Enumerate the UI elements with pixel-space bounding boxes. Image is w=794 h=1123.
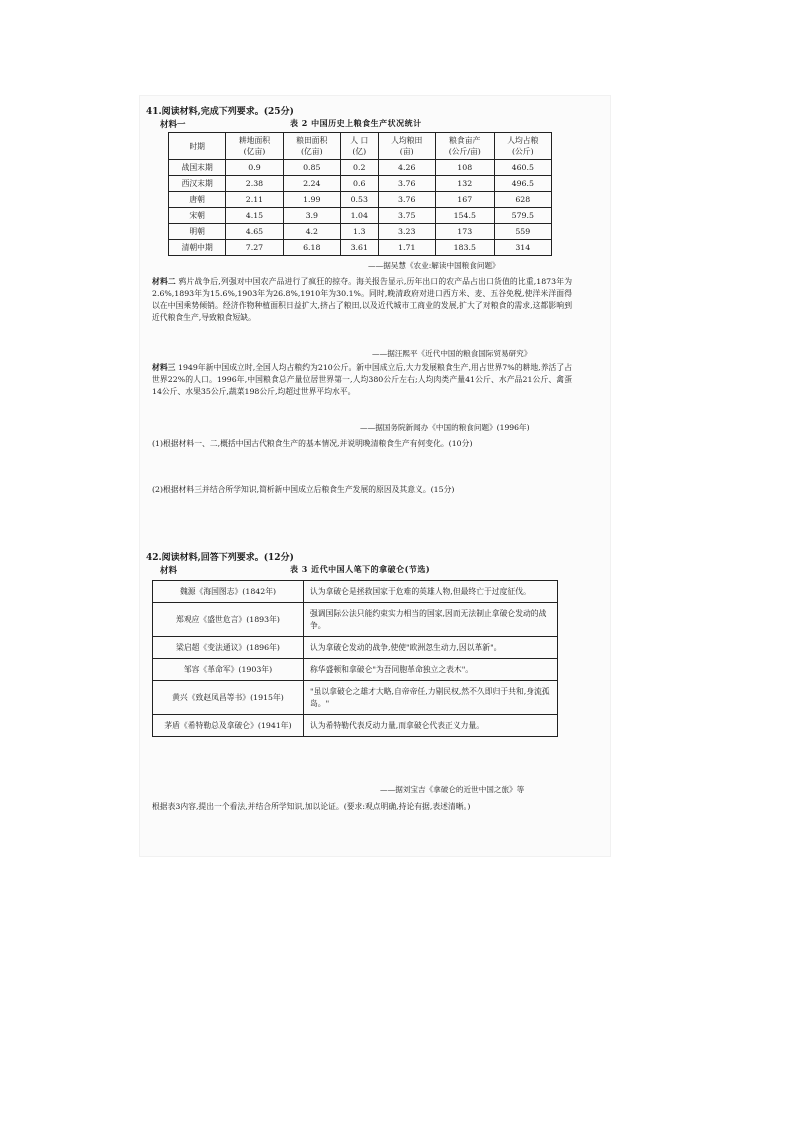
table-2-cell: 7.27 xyxy=(226,240,283,256)
table-2-cell: 154.5 xyxy=(435,208,494,224)
question-41-2: (2)根据材料三并结合所学知识,简析新中国成立后粮食生产发展的原因及其意义。(15分) xyxy=(152,485,455,494)
table-2-cell: 唐朝 xyxy=(169,192,226,208)
table-3-caption: 表 3 近代中国人笔下的拿破仑(节选) xyxy=(290,564,431,574)
table-2-cell: 4.65 xyxy=(226,224,283,240)
table-2-cell: 3.76 xyxy=(378,192,435,208)
material-2-text: 鸦片战争后,列强对中国农产品进行了疯狂的掠夺。海关报告显示,历年出口的农产品占出口货值的比重,1873年为2.6%,1893年为15.6%,1903年为26.8%,1910年为30.1%。同时,晚清政府对进口西方米、麦、五谷免税,使洋米洋面得以在中国乘势倾销。经济作物种植面积日益扩大,挤占了粮田,以及近代城市工商业的发展,扩大了对粮食的需求,这都影响到近代粮食生产,导致粮食短缺。 xyxy=(152,277,573,323)
table-3-source-cell: 魏源《海国图志》(1842年) xyxy=(153,581,304,603)
table-2-cell: 2.11 xyxy=(226,192,283,208)
table-2-row xyxy=(169,176,552,192)
source-2: ——据汪熙平《近代中国的粮食国际贸易研究》 xyxy=(372,349,532,358)
table-2-row xyxy=(169,160,552,176)
table-2-header-cell: 人 口 (亿) xyxy=(340,133,378,160)
table-2-cell: 3.75 xyxy=(378,208,435,224)
table-2-header-cell: 粮田面积 (亿亩) xyxy=(283,133,340,160)
material-3-label: 材料三 xyxy=(152,363,176,372)
table-2-cell: 2.38 xyxy=(226,176,283,192)
source-3: ——据国务院新闻办《中国的粮食问题》(1996年) xyxy=(360,423,530,432)
material-1-label: 材料一 xyxy=(160,120,186,130)
table-2-cell: 3.23 xyxy=(378,224,435,240)
table-2-cell: 460.5 xyxy=(494,160,551,176)
table-2-cell: 4.2 xyxy=(283,224,340,240)
table-2-cell: 0.85 xyxy=(283,160,340,176)
material-2-label: 材料二 xyxy=(152,277,176,286)
material-label-42: 材料 xyxy=(160,566,178,576)
table-3-view-cell: 认为拿破仑发动的战争,使使"欧洲忽生动力,因以革新"。 xyxy=(304,636,558,658)
table-3-source-cell: 梁启超《变法通议》(1896年) xyxy=(153,636,304,658)
table-2-cell: 132 xyxy=(435,176,494,192)
table-2-cell: 1.04 xyxy=(340,208,378,224)
table-3-napoleon xyxy=(152,580,558,737)
table-3-row xyxy=(153,603,558,637)
table-2-cell: 0.2 xyxy=(340,160,378,176)
table-2-cell: 173 xyxy=(435,224,494,240)
table-2-cell: 628 xyxy=(494,192,551,208)
table-2-cell: 西汉末期 xyxy=(169,176,226,192)
scanned-exam-page xyxy=(140,96,610,856)
table-2-cell: 2.24 xyxy=(283,176,340,192)
question-41-title: 41.阅读材料,完成下列要求。(25分) xyxy=(146,107,294,117)
table-2-cell: 宋朝 xyxy=(169,208,226,224)
table-2-cell: 496.5 xyxy=(494,176,551,192)
table-2-cell: 4.15 xyxy=(226,208,283,224)
table-2-row xyxy=(169,208,552,224)
table-2-cell: 0.6 xyxy=(340,176,378,192)
table-2-row xyxy=(169,192,552,208)
table-3-view-cell: 强调国际公法只能约束实力相当的国家,因而无法制止拿破仑发动的战争。 xyxy=(304,603,558,637)
table-2-cell: 1.99 xyxy=(283,192,340,208)
table-2-header-cell: 耕地面积 (亿亩) xyxy=(226,133,283,160)
table-2-cell: 0.53 xyxy=(340,192,378,208)
table-2-header-cell: 人均粮田 (亩) xyxy=(378,133,435,160)
table-2-cell: 559 xyxy=(494,224,551,240)
source-1: ——据吴慧《农业:解读中国粮食问题》 xyxy=(368,261,500,270)
table-2-cell: 4.26 xyxy=(378,160,435,176)
table-2-row xyxy=(169,224,552,240)
table-2-cell: 579.5 xyxy=(494,208,551,224)
table-2-cell: 清朝中期 xyxy=(169,240,226,256)
table-3-row xyxy=(153,581,558,603)
table-2-cell: 314 xyxy=(494,240,551,256)
table-3-view-cell: 认为拿破仑是拯救国家于危难的英雄人物,但最终亡于过度征伐。 xyxy=(304,581,558,603)
question-41-1: (1)根据材料一、二,概括中国古代粮食生产的基本情况,并说明晚清粮食生产有何变化。(10分) xyxy=(152,439,473,448)
table-2-cell: 明朝 xyxy=(169,224,226,240)
question-42-instruction: 根据表3内容,提出一个看法,并结合所学知识,加以论证。(要求:观点明确,持论有据,表述清晰。) xyxy=(152,802,471,811)
table-3-view-cell: 称华盛顿和拿破仑"为吾同胞革命独立之表木"。 xyxy=(304,659,558,681)
table-3-row xyxy=(153,636,558,658)
table-2-grain-production xyxy=(168,132,552,256)
table-2-cell: 108 xyxy=(435,160,494,176)
material-3 xyxy=(152,362,572,398)
table-2-header-cell: 粮食亩产 (公斤/亩) xyxy=(435,133,494,160)
table-3-row xyxy=(153,659,558,681)
table-2-cell: 3.76 xyxy=(378,176,435,192)
table-2-cell: 0.9 xyxy=(226,160,283,176)
table-2-cell: 6.18 xyxy=(283,240,340,256)
table-2-row xyxy=(169,240,552,256)
table-2-cell: 3.9 xyxy=(283,208,340,224)
source-42: ——据刘宝吉《拿破仑的近世中国之旅》等 xyxy=(380,785,525,794)
table-2-cell: 3.61 xyxy=(340,240,378,256)
table-2-header-cell: 时期 xyxy=(169,133,226,160)
table-3-row xyxy=(153,715,558,737)
table-3-row xyxy=(153,681,558,715)
table-3-view-cell: 认为希特勒代表反动力量,而拿破仑代表正义力量。 xyxy=(304,715,558,737)
table-2-cell: 战国末期 xyxy=(169,160,226,176)
table-2-cell: 183.5 xyxy=(435,240,494,256)
table-2-caption: 表 2 中国历史上粮食生产状况统计 xyxy=(290,118,422,128)
table-3-source-cell: 黄兴《致赵凤昌等书》(1915年) xyxy=(153,681,304,715)
table-2-cell: 1.3 xyxy=(340,224,378,240)
table-3-source-cell: 茅盾《希特勒总及拿破仑》(1941年) xyxy=(153,715,304,737)
table-3-source-cell: 邹容《革命军》(1903年) xyxy=(153,659,304,681)
table-3-source-cell: 郑观应《盛世危言》(1893年) xyxy=(153,603,304,637)
material-2 xyxy=(152,276,572,324)
table-3-view-cell: "虽以拿破仑之雄才大略,自帝帝任,力剔民权,然不久即归于共和,身流孤岛。" xyxy=(304,681,558,715)
table-2-header-cell: 人均占粮 (公斤) xyxy=(494,133,551,160)
table-2-cell: 1.71 xyxy=(378,240,435,256)
material-3-text: 1949年新中国成立时,全国人均占粮约为210公斤。新中国成立后,大力发展粮食生产,用占世界7%的耕地,养活了占世界22%的人口。1996年,中国粮食总产量位居世界第一,人均380公斤左右;人均肉类产量41公斤、水产品21公斤、禽蛋14公斤、水果35公斤,蔬菜198公斤,均超过世界平均水平。 xyxy=(152,363,572,397)
table-2-cell: 167 xyxy=(435,192,494,208)
question-42-title: 42.阅读材料,回答下列要求。(12分) xyxy=(146,553,294,563)
